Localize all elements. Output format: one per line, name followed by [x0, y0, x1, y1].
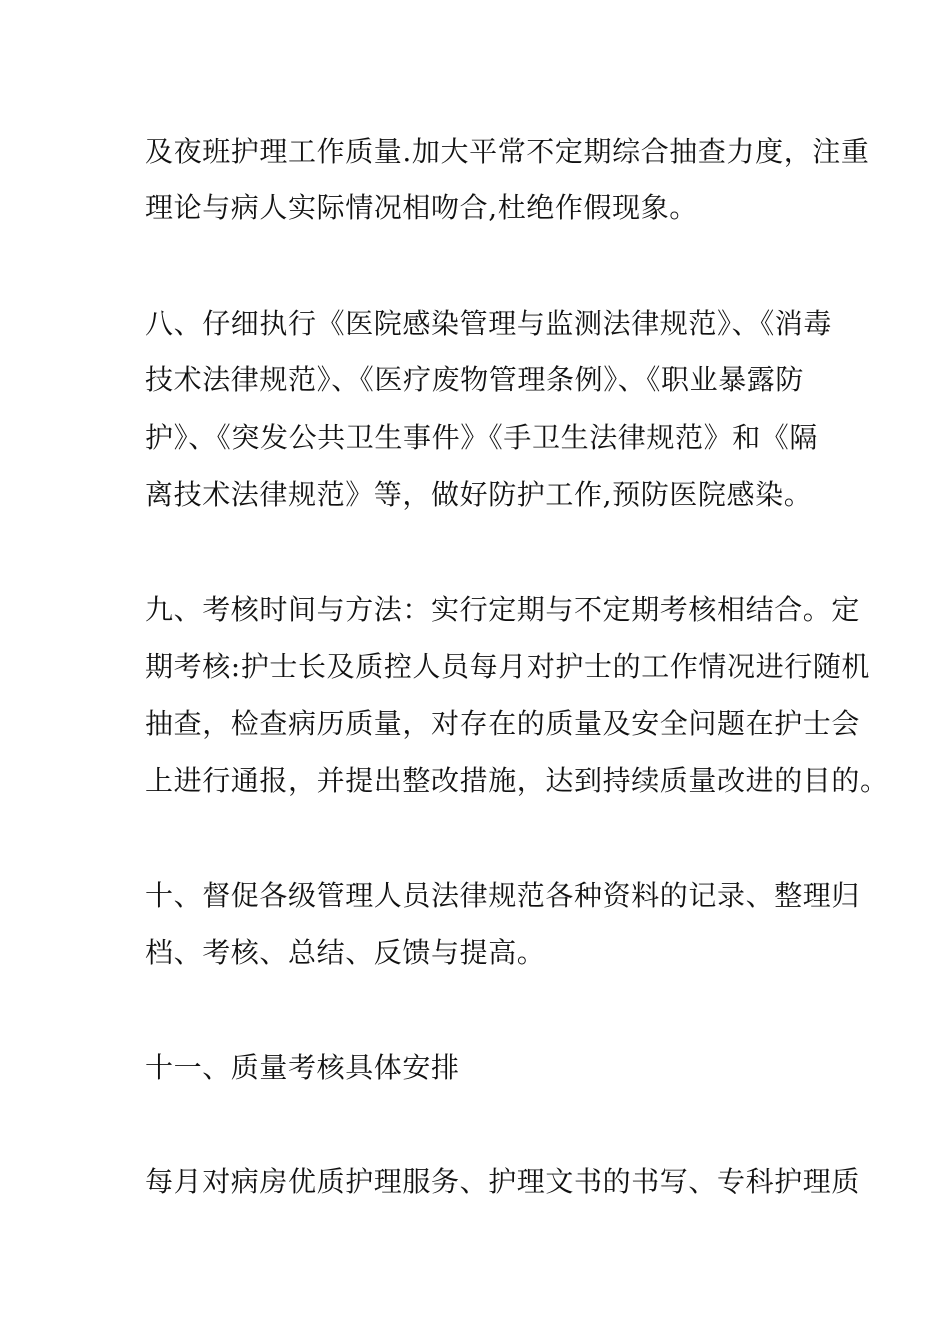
section-11-heading: 十一、质量考核具体安排: [145, 1051, 460, 1084]
paragraph-9-line-4: 上进行通报，并提出整改措施，达到持续质量改进的目的。: [145, 764, 889, 797]
paragraph-8-line-4: 离技术法律规范》等，做好防护工作,预防医院感染。: [145, 478, 813, 511]
paragraph-7-line-1: 及夜班护理工作质量.加大平常不定期综合抽查力度，注重: [145, 135, 870, 168]
paragraph-10-line-2: 档、考核、总结、反馈与提高。: [145, 936, 546, 969]
paragraph-11-line-1: 每月对病房优质护理服务、护理文书的书写、专科护理质: [145, 1165, 861, 1198]
paragraph-9-line-3: 抽查，检查病历质量，对存在的质量及安全问题在护士会: [145, 707, 861, 740]
paragraph-8-line-1: 八、仔细执行《医院感染管理与监测法律规范》、《消毒: [145, 307, 833, 340]
paragraph-7-line-2: 理论与病人实际情况相吻合,杜绝作假现象。: [145, 191, 698, 224]
paragraph-9-line-2: 期考核:护士长及质控人员每月对护士的工作情况进行随机: [145, 650, 871, 683]
paragraph-8-line-3: 护》、《突发公共卫生事件》《手卫生法律规范》和《隔: [145, 421, 819, 454]
paragraph-10-line-1: 十、督促各级管理人员法律规范各种资料的记录、整理归: [145, 879, 861, 912]
paragraph-9-line-1: 九、考核时间与方法：实行定期与不定期考核相结合。定: [145, 593, 861, 626]
paragraph-8-line-2: 技术法律规范》、《医疗废物管理条例》、《职业暴露防: [145, 363, 805, 396]
